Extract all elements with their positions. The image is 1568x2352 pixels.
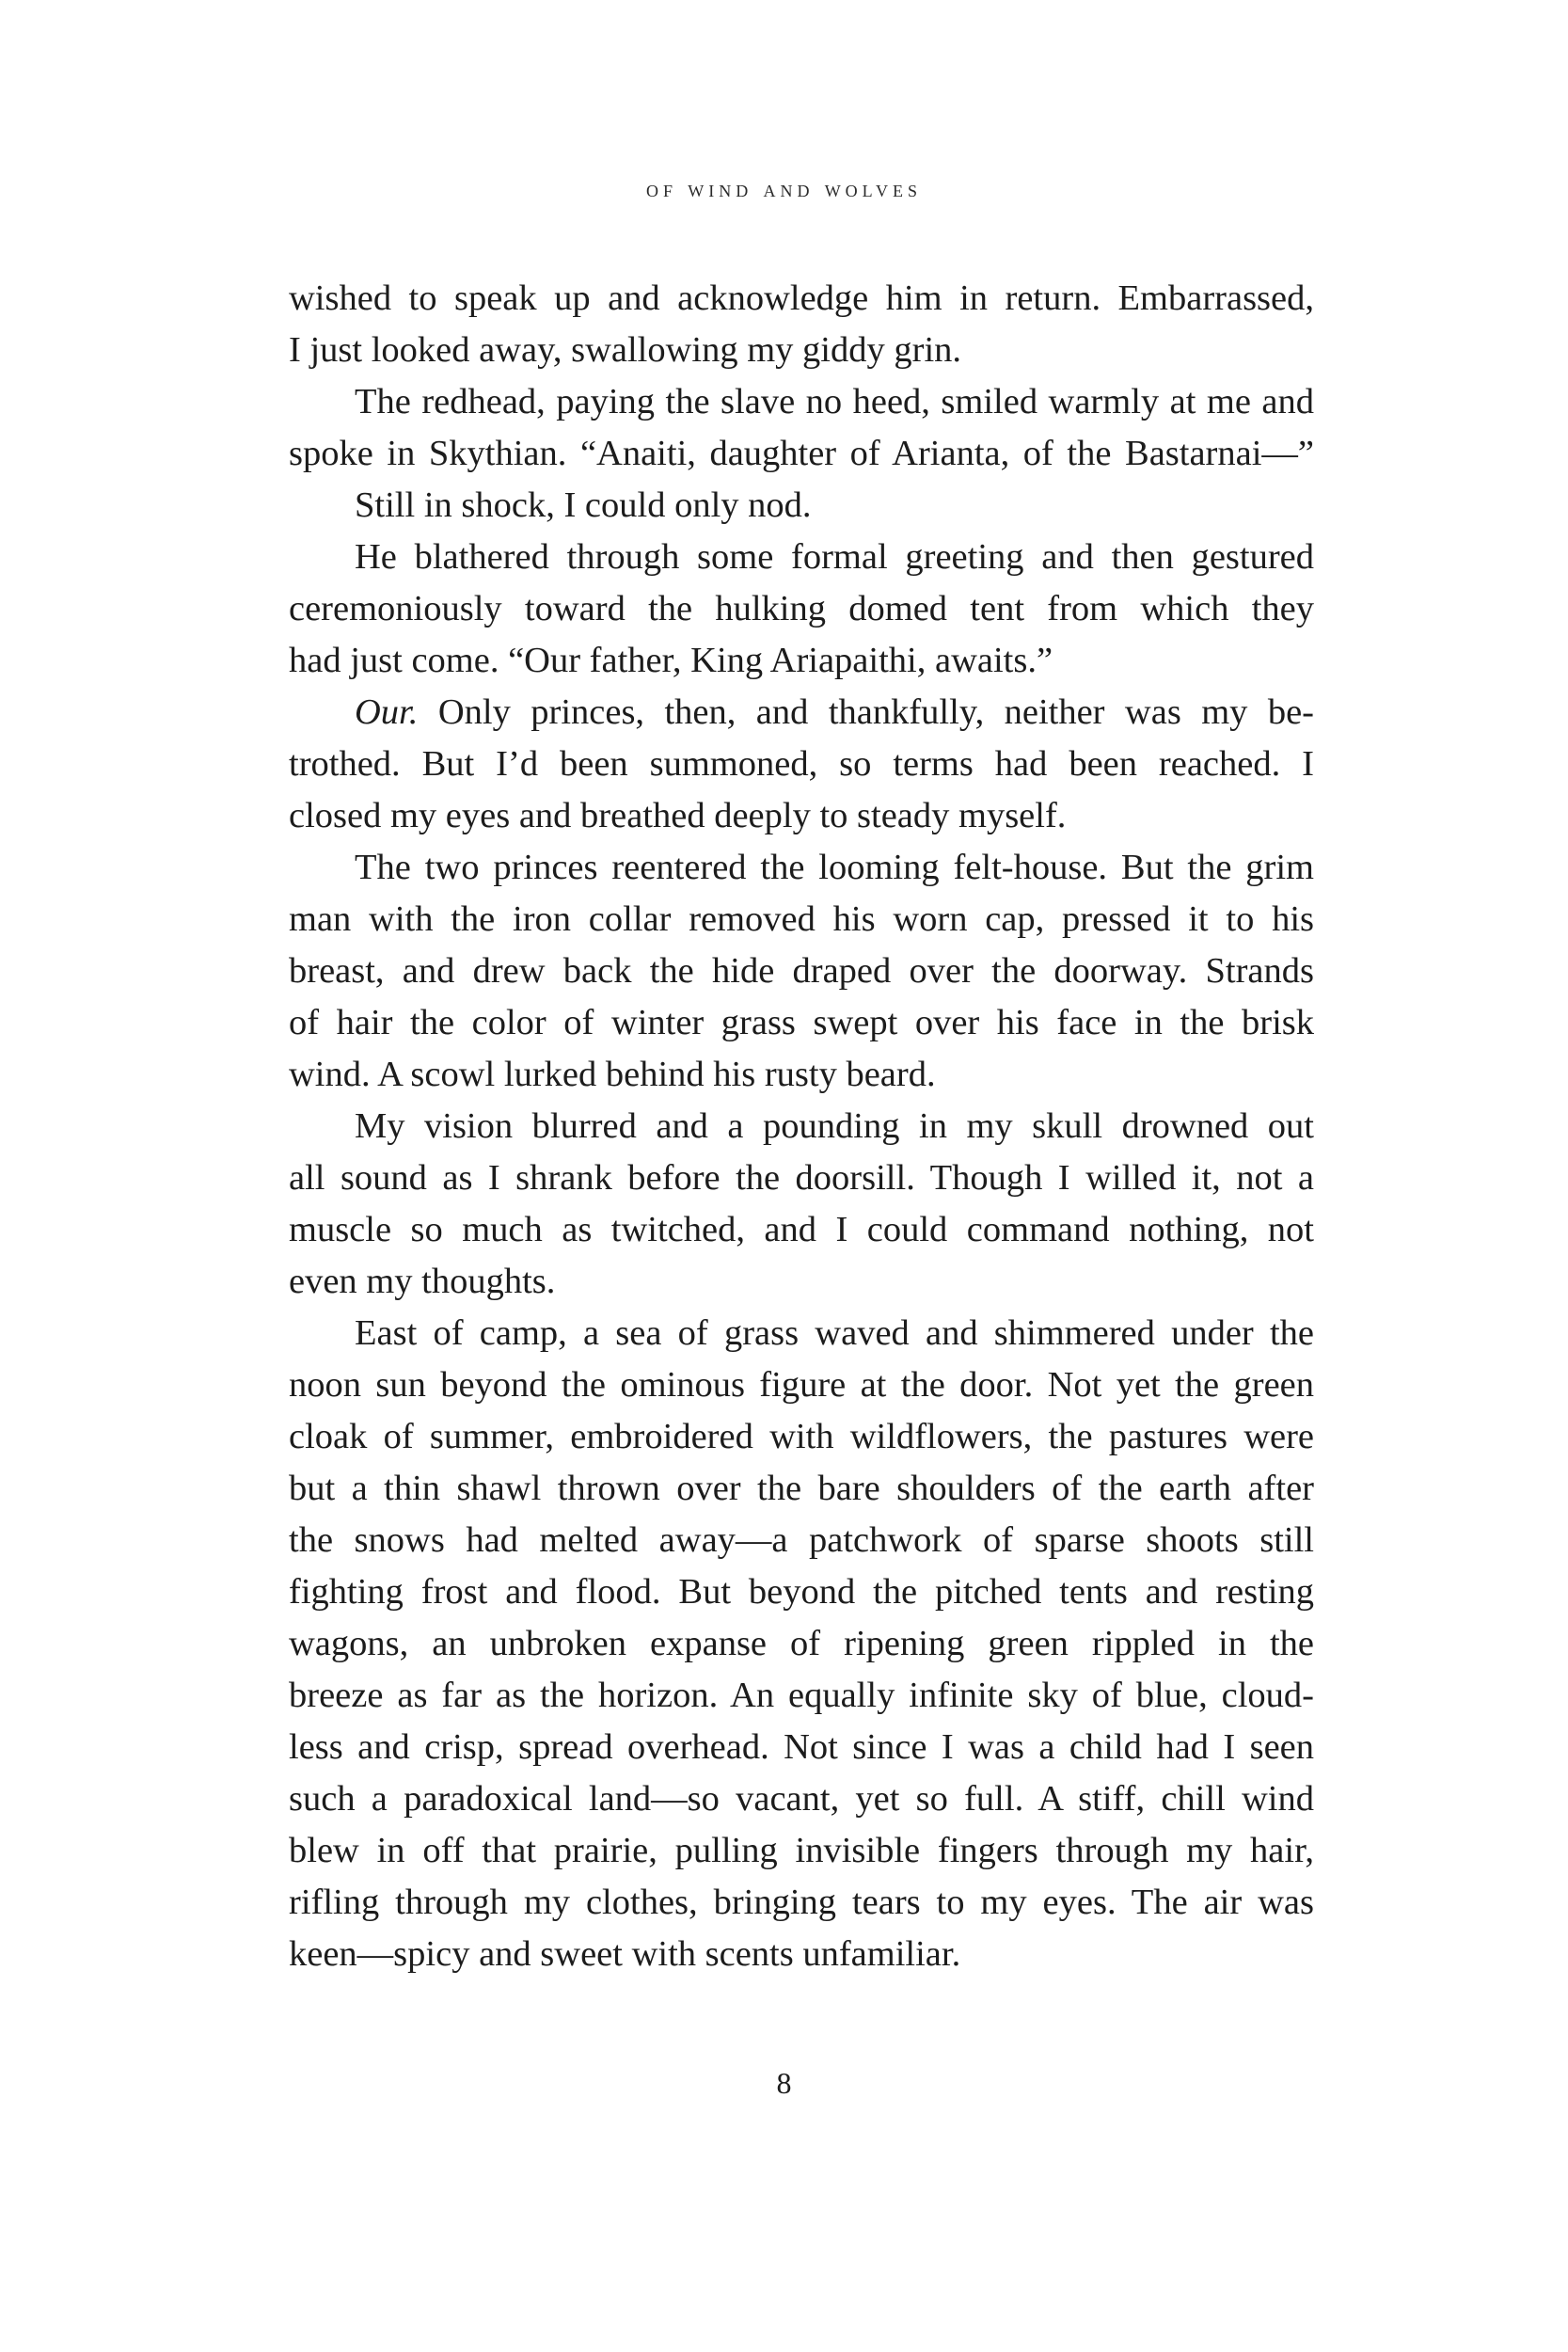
text-line: ceremoniously toward the hulking domed tent from which they [289,589,1314,628]
text-line: rifling through my clothes, bringing tears to my eyes. The air was [289,1883,1314,1922]
text-line: all sound as I shrank before the doorsill. Though I willed it, not a [289,1158,1314,1198]
text-line: breast, and drew back the hide draped over the doorway. Strands [289,951,1314,991]
text-line: the snows had melted away—a patchwork of sparse shoots still [289,1520,1314,1560]
text-line: keen—spicy and sweet with scents unfamiliar. [289,1934,961,1974]
text-line: fighting frost and flood. But beyond the pitched tents and resting [289,1572,1314,1612]
text-line: closed my eyes and breathed deeply to steady myself. [289,796,1067,835]
text-line: wagons, an unbroken expanse of ripening green rippled in the [289,1624,1314,1663]
text-line: had just come. “Our father, King Ariapaithi, awaits.” [289,641,1053,680]
text-line: but a thin shawl thrown over the bare shoulders of the earth after [289,1469,1314,1508]
text-line [289,687,1314,739]
text-line: My vision blurred and a pounding in my skull drowned out [355,1106,1314,1146]
text-line: cloak of summer, embroidered with wildflowers, the pastures were [289,1417,1314,1456]
text-line: even my thoughts. [289,1262,556,1301]
text-line: spoke in Skythian. “Anaiti, daughter of Arianta, of the Bastarnai—” [289,434,1314,473]
text-line: The two princes reentered the looming felt-house. But the grim [355,848,1314,887]
page-number: 8 [776,2066,792,2100]
text-line: breeze as far as the horizon. An equally infinite sky of blue, cloud- [289,1676,1314,1715]
text-line: wind. A scowl lurked behind his rusty beard. [289,1055,936,1094]
text-line: of hair the color of winter grass swept over his face in the brisk [289,1003,1314,1042]
text-line: muscle so much as twitched, and I could command nothing, not [289,1210,1314,1249]
text-line: man with the iron collar removed his worn cap, pressed it to his [289,899,1314,939]
italic-word: Our. [355,692,419,732]
text-line: blew in off that prairie, pulling invisible fingers through my hair, [289,1831,1314,1870]
text-line: noon sun beyond the ominous figure at the door. Not yet the green [289,1365,1314,1405]
text-line: Still in shock, I could only nod. [355,485,812,525]
text-line: I just looked away, swallowing my giddy grin. [289,330,962,370]
text-line: trothed. But I’d been summoned, so terms had been reached. I [289,744,1314,784]
text-line: The redhead, paying the slave no heed, smiled warmly at me and [355,382,1314,421]
text-line: wished to speak up and acknowledge him in return. Embarrassed, [289,278,1314,318]
text-line: He blathered through some formal greeting and then gestured [355,537,1314,577]
text-line-rest: Only princes, then, and thankfully, neither was my be- [437,692,1314,732]
running-head: of wind and wolves [645,177,923,202]
text-line: East of camp, a sea of grass waved and shimmered under the [355,1313,1314,1353]
text-line: less and crisp, spread overhead. Not since I was a child had I seen [289,1727,1314,1767]
text-line: such a paradoxical land—so vacant, yet so full. A stiff, chill wind [289,1779,1314,1819]
body-text [289,273,1314,1980]
